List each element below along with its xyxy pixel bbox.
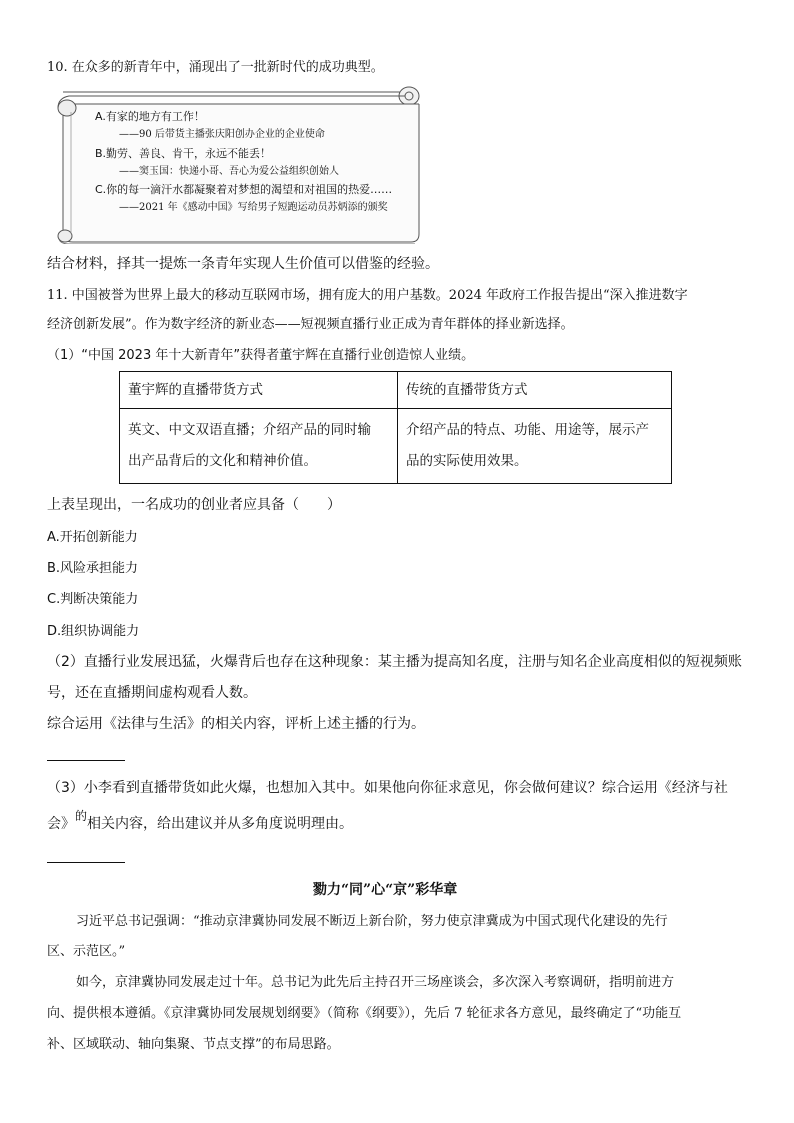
table-cell-right <box>398 409 672 484</box>
q11-sub2-line2: 号，还在直播期间虚构观看人数。 <box>47 685 257 701</box>
scroll-c-source: ——2021 年《感动中国》写给男子短跑运动员苏炳添的颁奖 <box>119 202 388 213</box>
option-b: B.风险承担能力 <box>47 561 139 576</box>
table-header-left: 董宇辉的直播带货方式 <box>120 372 398 409</box>
q11-sub3-line1: （3）小李看到直播带货如此火爆，也想加入其中。如果他向你征求意见，你会做何建议？综合运用《经济与社 <box>47 780 728 796</box>
q10-prompt: 结合材料，择其一提炼一条青年实现人生价值可以借鉴的经验。 <box>47 256 439 272</box>
table-right-line2: 品的实际使用效果。 <box>406 453 528 469</box>
table-left-line1: 英文、中文双语直播；介绍产品的同时输 <box>128 422 371 438</box>
table-header-right: 传统的直播带货方式 <box>398 372 672 409</box>
scroll-frame-icon <box>53 84 423 244</box>
q11-sub3-line2 <box>47 809 354 833</box>
q11-question: 上表呈现出，一名成功的创业者应具备（ ） <box>47 497 341 513</box>
table-left-line2: 出产品背后的文化和精神价值。 <box>128 453 317 469</box>
answer-line <box>47 760 125 761</box>
passage-p2-line2: 向、提供根本遵循。《京津冀协同发展规划纲要》（简称《纲要》），先后 7 轮征求各方意见，最终确定了“功能互 <box>47 1006 682 1021</box>
scroll-c-quote: C.你的每一滴汗水都凝聚着对梦想的渴望和对祖国的热爱…… <box>95 183 393 196</box>
option-a: A.开拓创新能力 <box>47 530 138 545</box>
scroll-banner <box>53 84 423 244</box>
q11-sub2-line1: （2）直播行业发展迅猛，火爆背后也存在这种现象：某主播为提高知名度，注册与知名企业高度相似的短视频账 <box>47 654 742 670</box>
q11-sub2-line3: 综合运用《法律与生活》的相关内容，评析上述主播的行为。 <box>47 716 425 732</box>
scroll-b-source: ——窦玉国：快递小哥、吾心为爱公益组织创始人 <box>119 166 339 177</box>
option-c: C.判断决策能力 <box>47 592 139 607</box>
q11-sub1: （1）“中国 2023 年十大新青年”获得者董宇辉在直播行业创造惊人业绩。 <box>47 348 475 363</box>
scroll-a-quote: A.有家的地方有工作！ <box>95 110 205 123</box>
answer-line <box>47 862 125 863</box>
table-right-line1: 介绍产品的特点、功能、用途等，展示产 <box>406 422 649 438</box>
q11-sub3-line2a: 会》 <box>47 816 75 832</box>
option-d: D.组织协调能力 <box>47 624 140 639</box>
comparison-table <box>119 371 672 484</box>
q11-sub3-line2b: 相关内容，给出建议并从多角度说明理由。 <box>87 816 354 832</box>
passage-p1-line1: 习近平总书记强调：“推动京津冀协同发展不断迈上新台阶，努力使京津冀成为中国式现代化建设的先行 <box>76 914 668 929</box>
passage-title: 勠力“同”心“京”彩华章 <box>313 882 458 898</box>
scroll-a-source: ——90 后带货主播张庆阳创办企业的企业使命 <box>119 129 325 140</box>
passage-p1-line2: 区、示范区。” <box>47 944 126 959</box>
table-cell-left <box>120 409 398 484</box>
q11-line1: 11. 中国被誉为世界上最大的移动互联网市场，拥有庞大的用户基数。2024 年政府工作报告提出“深入推进数字 <box>47 288 688 303</box>
q11-sub3-sup: 的 <box>75 809 88 823</box>
q10-title: 10. 在众多的新青年中，涌现出了一批新时代的成功典型。 <box>47 60 384 75</box>
scroll-b-quote: B.勤劳、善良、肯干，永远不能丢！ <box>95 147 272 160</box>
passage-p2-line3: 补、区域联动、轴向集聚、节点支撑”的布局思路。 <box>47 1037 340 1052</box>
q11-line2: 经济创新发展”。作为数字经济的新业态——短视频直播行业正成为青年群体的择业新选择。 <box>47 317 574 332</box>
passage-p2-line1: 如今，京津冀协同发展走过十年。总书记为此先后主持召开三场座谈会，多次深入考察调研，指明前进方 <box>76 975 675 990</box>
